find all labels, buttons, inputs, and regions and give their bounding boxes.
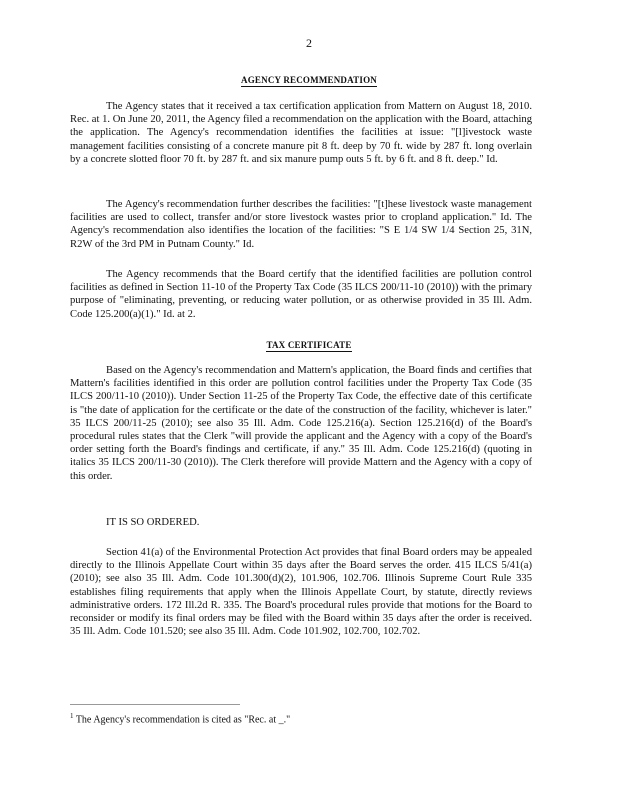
- agency-recommendation-heading-text: AGENCY RECOMMENDATION: [241, 75, 377, 85]
- footnote-text: The Agency's recommendation is cited as "Rec. at _.": [75, 714, 291, 726]
- paragraph-board-finds-and-certifies: Based on the Agency's recommendation and Mattern's application, the Board finds and certifies that Mattern's facilities identified in this order are pollution control facilities under the Property Tax Code (35 ILCS 200/11-10 (2010)). Under Section 11-25 of the Property Tax Code, the effective date of this certificate is "the date of application for the certificate or the date of the construction of the facility, whichever is later." 35 ILCS 200/11-25 (2010); see also 35 Ill. Adm. Code 125.216(a). Section 125.216(d) of the Board's procedural rules states that the Clerk "will provide the applicant and the Agency with a copy of the Board's order setting forth the Board's findings and certificate, if any." 35 Ill. Adm. Code 125.216(d) (quoting in italics 35 ILCS 200/11-30 (2010)). The Clerk therefore will provide Mattern and the Agency with a copy of this order.: [70, 365, 532, 482]
- paragraph-facilities-description: The Agency's recommendation further describes the facilities: "[t]hese livestock waste management facilities are used to collect, transfer and/or store livestock wastes prior to cropland application." Id. The Agency's recommendation also identifies the location of the facilities: "S E 1/4 SW 1/4 Section 25, 31N, R2W of the 3rd PM in Putnam County." Id.: [70, 199, 532, 250]
- footnote: [70, 712, 290, 725]
- footnote-marker: 1: [70, 712, 74, 720]
- agency-recommendation-heading: [0, 75, 618, 87]
- paragraph-tax-certification-application: The Agency states that it received a tax certification application from Mattern on August 18, 2010. Rec. at 1. On June 20, 2011, the Agency filed a recommendation on the application with the Board, attaching the application. The Agency's recommendation identifies the facilities at issue: "[l]ivestock waste management facilities consisting of a concrete manure pit 8 ft. deep by 70 ft. wide by 287 ft. long overlain by a concrete slotted floor 70 ft. by 287 ft. and six manure pump outs 5 ft. by 6 ft. and 8 ft. deep." Id.: [70, 101, 532, 165]
- paragraph-agency-recommends: The Agency recommends that the Board certify that the identified facilities are pollution control facilities as defined in Section 11-10 of the Property Tax Code (35 ILCS 200/11-10 (2010)) with the primary purpose of "eliminating, preventing, or reducing water pollution, or as otherwise provided in 35 Ill. Adm. Code 125.200(a)(1)." Id. at 2.: [70, 269, 532, 320]
- page-number: 2: [306, 36, 312, 50]
- tax-certificate-heading-text: TAX CERTIFICATE: [266, 340, 352, 350]
- tax-certificate-heading: [0, 340, 618, 352]
- footnote-divider: [70, 704, 240, 705]
- paragraph-appeal-rights: Section 41(a) of the Environmental Protection Act provides that final Board orders may be appealed directly to the Illinois Appellate Court within 35 days after the Board serves the order. 415 ILCS 5/41(a) (2010); see also 35 Ill. Adm. Code 101.300(d)(2), 101.906, 102.706. Illinois Supreme Court Rule 335 establishes filing requirements that apply when the Illinois Appellate Court, by statute, directly reviews administrative orders. 172 Ill.2d R. 335. The Board's procedural rules provide that motions for the Board to reconsider or modify its final orders may be filed with the Board within 35 days after the order is received. 35 Ill. Adm. Code 101.520; see also 35 Ill. Adm. Code 101.902, 102.700, 102.702.: [70, 547, 532, 638]
- it-is-so-ordered: IT IS SO ORDERED.: [106, 517, 200, 528]
